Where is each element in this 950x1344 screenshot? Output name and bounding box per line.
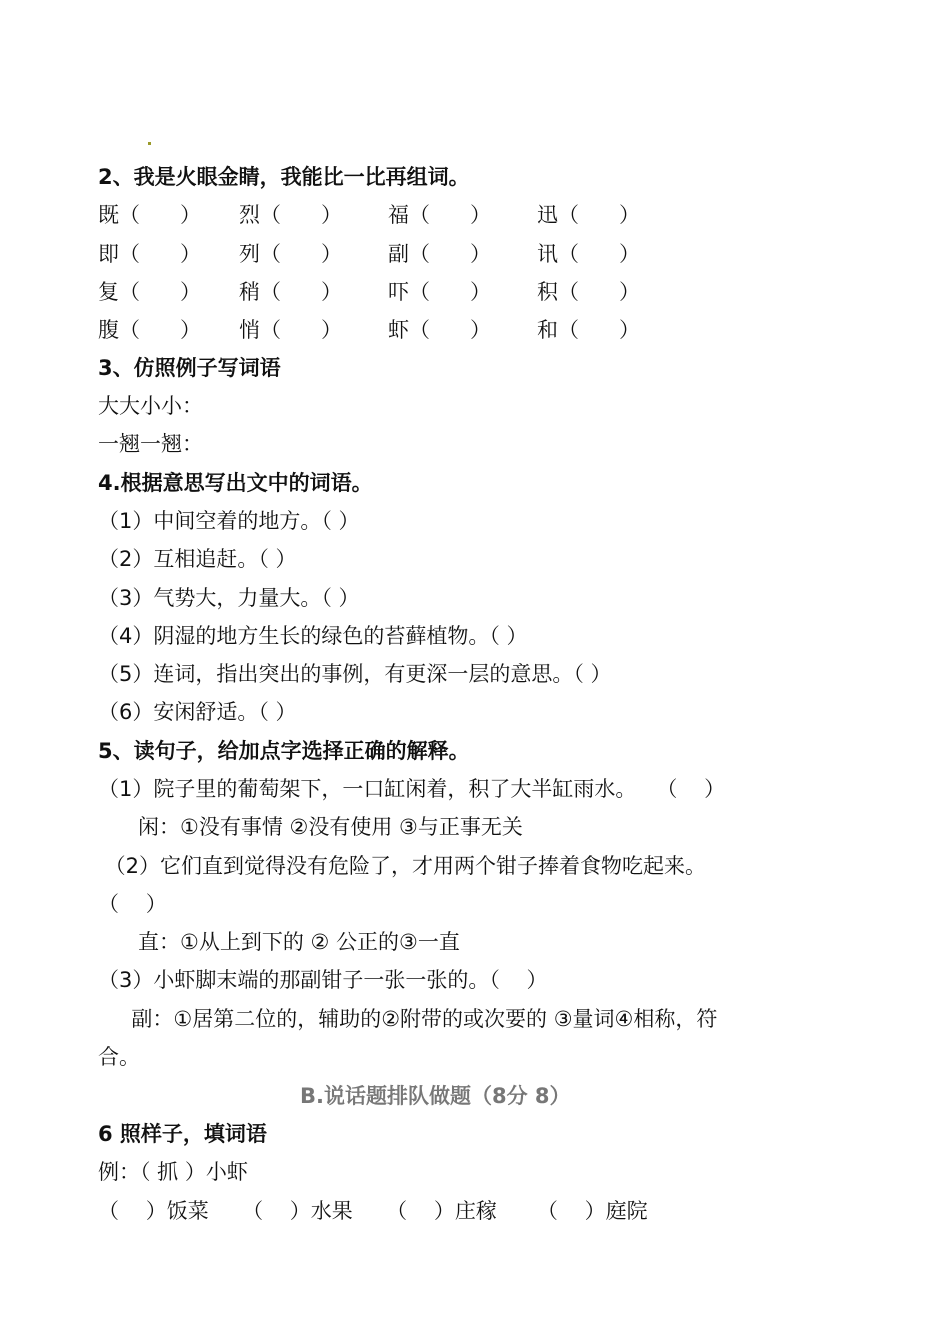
cut-off-heading: B.说话题排队做题（8分 8） bbox=[300, 1084, 571, 1108]
q4-item[interactable]: （2）互相追赶。（ ） bbox=[98, 547, 297, 571]
q2-cell[interactable]: 副（ ） bbox=[388, 242, 492, 266]
q3-prompt[interactable]: 一翘一翘： bbox=[98, 432, 203, 456]
q4-item[interactable]: （1）中间空着的地方。（ ） bbox=[98, 509, 360, 533]
q4-item[interactable]: （4）阴湿的地方生长的绿色的苔藓植物。（ ） bbox=[98, 624, 528, 648]
q5-sentence[interactable]: （3）小虾脚末端的那副钳子一张一张的。（ ） bbox=[98, 968, 548, 992]
q5-sentence[interactable]: （1）院子里的葡萄架下，一口缸闲着，积了大半缸雨水。 （ ） bbox=[98, 777, 726, 801]
q2-cell[interactable]: 既（ ） bbox=[98, 203, 202, 227]
decorative-dot bbox=[148, 142, 151, 145]
q4-title: 4.根据意思写出文中的词语。 bbox=[98, 471, 373, 495]
q5-options: 闲：①没有事情 ②没有使用 ③与正事无关 bbox=[98, 815, 523, 839]
q6-example: 例：（ 抓 ）小虾 bbox=[98, 1160, 248, 1184]
q5-options: 副：①居第二位的，辅助的②附带的或次要的 ③量词④相称，符 bbox=[98, 1007, 718, 1031]
q2-cell[interactable]: 和（ ） bbox=[537, 318, 641, 342]
q2-cell[interactable]: 列（ ） bbox=[239, 242, 343, 266]
q6-title: 6 照样子，填词语 bbox=[98, 1122, 267, 1146]
q2-cell[interactable]: 吓（ ） bbox=[388, 280, 492, 304]
q6-blanks[interactable]: （ ）饭菜 （ ）水果 （ ）庄稼 （ ）庭院 bbox=[98, 1199, 648, 1223]
q2-cell[interactable]: 悄（ ） bbox=[239, 318, 343, 342]
q2-cell[interactable]: 讯（ ） bbox=[537, 242, 641, 266]
q5-sentence: （2）它们直到觉得没有危险了，才用两个钳子捧着食物吃起来。 bbox=[98, 854, 707, 878]
q2-cell[interactable]: 烈（ ） bbox=[239, 203, 343, 227]
q2-cell[interactable]: 复（ ） bbox=[98, 280, 202, 304]
q3-title: 3、仿照例子写词语 bbox=[98, 356, 281, 380]
q2-cell[interactable]: 虾（ ） bbox=[388, 318, 492, 342]
q2-cell[interactable]: 即（ ） bbox=[98, 242, 202, 266]
q3-prompt[interactable]: 大大小小： bbox=[98, 394, 203, 418]
q5-title: 5、读句子，给加点字选择正确的解释。 bbox=[98, 739, 470, 763]
q4-item[interactable]: （6）安闲舒适。（ ） bbox=[98, 700, 297, 724]
q2-cell[interactable]: 迅（ ） bbox=[537, 203, 641, 227]
q2-cell[interactable]: 稍（ ） bbox=[239, 280, 343, 304]
q2-cell[interactable]: 腹（ ） bbox=[98, 318, 202, 342]
q2-cell[interactable]: 福（ ） bbox=[388, 203, 492, 227]
q5-options: 直：①从上到下的 ② 公正的③一直 bbox=[98, 930, 460, 954]
q5-answer-blank[interactable]: （ ） bbox=[98, 892, 167, 916]
q2-title: 2、我是火眼金睛，我能比一比再组词。 bbox=[98, 165, 470, 189]
q2-cell[interactable]: 积（ ） bbox=[537, 280, 641, 304]
q4-item[interactable]: （5）连词，指出突出的事例，有更深一层的意思。（ ） bbox=[98, 662, 612, 686]
q5-options: 合。 bbox=[98, 1045, 140, 1069]
q4-item[interactable]: （3）气势大，力量大。（ ） bbox=[98, 586, 360, 610]
